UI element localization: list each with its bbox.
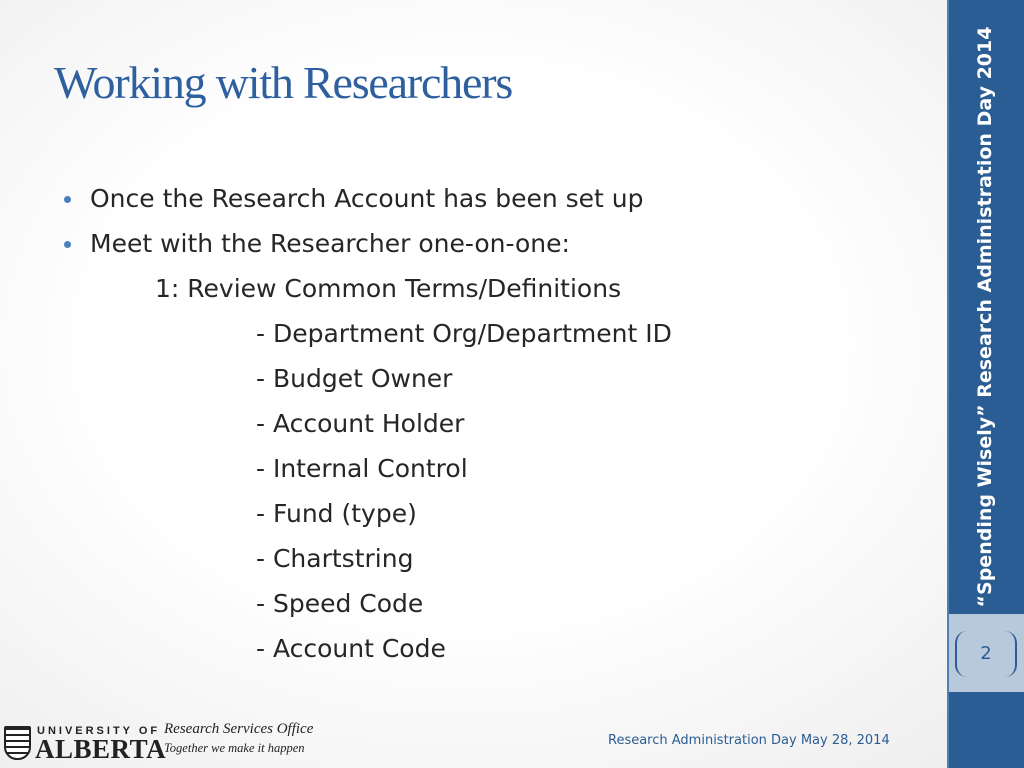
term-item: - Account Code <box>256 634 446 663</box>
bullet-item: Meet with the Researcher one-on-one: <box>90 229 570 258</box>
logo-main-text: ALBERTA <box>35 734 167 764</box>
office-tagline: Together we make it happen <box>164 741 305 755</box>
term-item: - Chartstring <box>256 544 414 573</box>
step-heading: 1: Review Common Terms/Definitions <box>155 274 622 303</box>
bullet-dot <box>64 196 71 203</box>
university-logo <box>2 724 167 764</box>
crest-icon <box>4 726 31 760</box>
term-item: - Department Org/Department ID <box>256 319 672 348</box>
term-item: - Budget Owner <box>256 364 453 393</box>
term-item: - Account Holder <box>256 409 465 438</box>
footer-event-date: Research Administration Day May 28, 2014 <box>608 733 890 748</box>
page-number: 2 <box>980 643 992 664</box>
term-item: - Speed Code <box>256 589 424 618</box>
slide-title: Working with Researchers <box>54 57 513 108</box>
bullet-item: Once the Research Account has been set up <box>90 184 644 213</box>
term-item: - Fund (type) <box>256 499 417 528</box>
logo-top-text: UNIVERSITY OF <box>37 725 161 737</box>
term-item: - Internal Control <box>256 454 468 483</box>
bullet-dot <box>64 241 71 248</box>
sidebar-vertical-title: “Spending Wisely” Research Administration Day 2014 <box>974 26 996 608</box>
office-name: Research Services Office <box>164 721 314 737</box>
